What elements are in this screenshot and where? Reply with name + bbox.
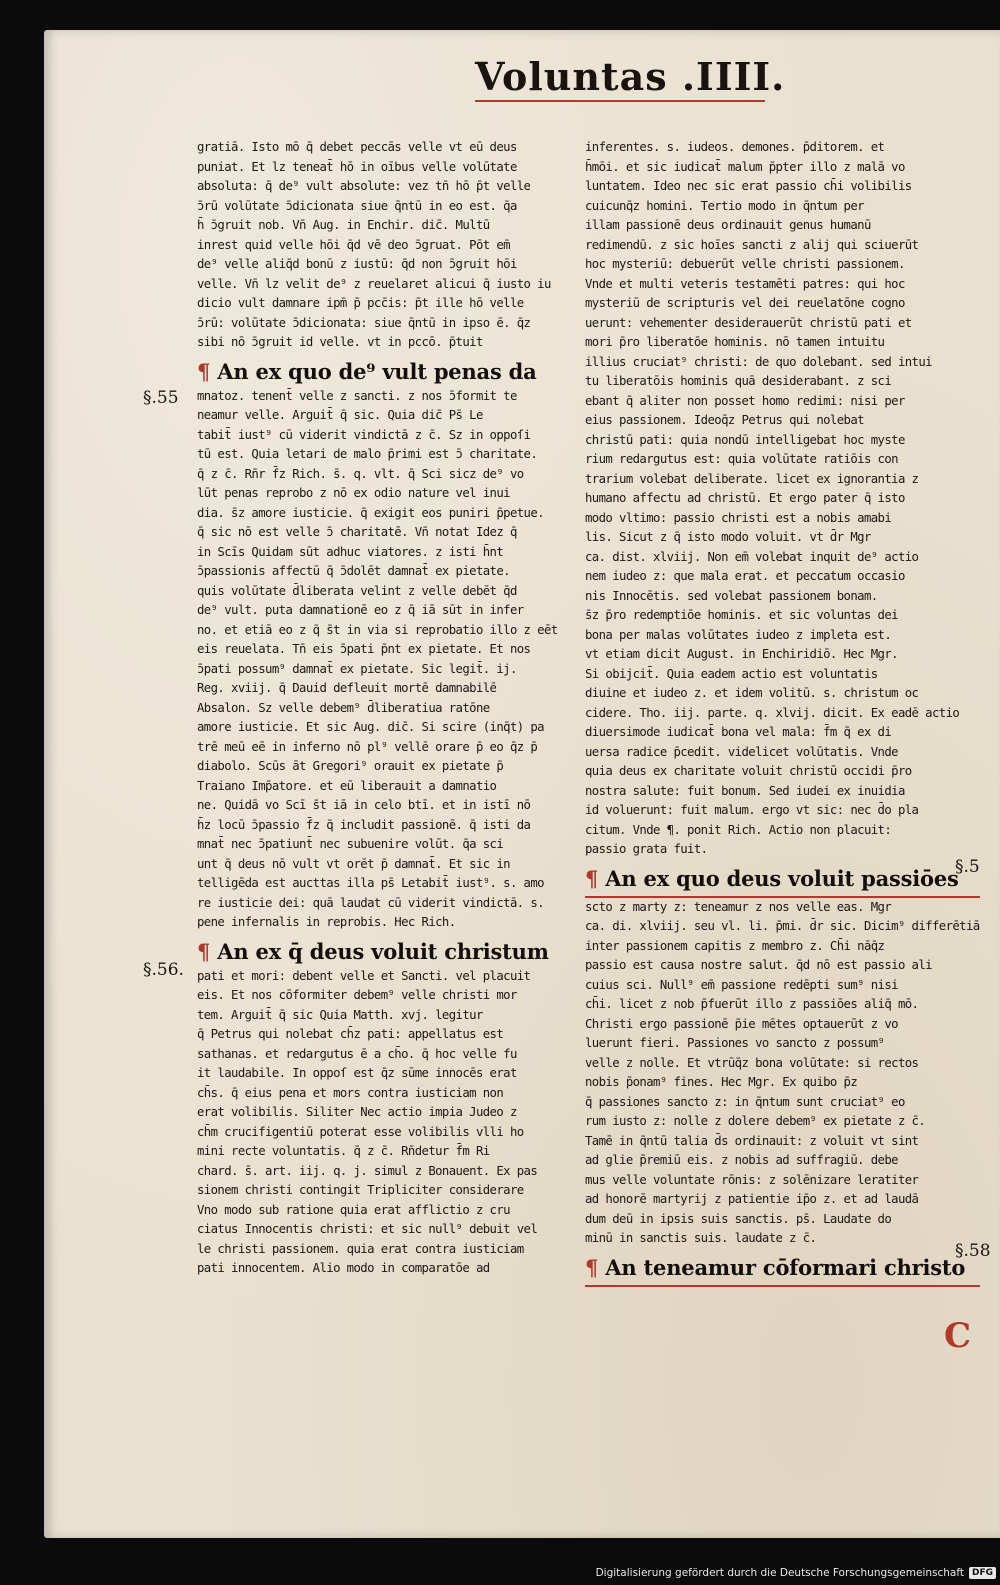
text-line: de⁹ velle aliq̄d bonū z iustū: q̄d non ɔ̄gruit hōi (197, 257, 517, 271)
heading-text: An teneamur cōformari christo (605, 1254, 966, 1280)
paragraph-mark-icon: ¶ (585, 1254, 606, 1280)
text-line: diabolo. Scūs āt Gregori⁹ orauit ex pietate p̄ (197, 759, 504, 773)
text-line: trarium volebat deliberate. licet ex ignorantia z (585, 471, 919, 486)
text-line: cuius sci. Null⁹ em̄ passione redēpti sum⁹ nisi (585, 977, 898, 992)
text-line: unt q̄ deus nō vult vt orēt p̄ damnat̄. Et sic in (197, 856, 510, 871)
text-line: tabit̄ iust⁹ cū viderit vindictā z c̄. Sz in oppoſi (197, 427, 531, 442)
text-line: neamur velle. Arguit̄ q̄ sic. Quia dic̄ Ps̄ Le (197, 408, 483, 422)
text-line: ch̄i. licet z nob p̄fuerūt illo z passiōes aliq̄ mō. (585, 997, 919, 1011)
dfg-logo: DFG (969, 1567, 996, 1579)
text-line: lis. Sicut z q̄ isto modo voluit. vt d̄r Mgr (585, 530, 871, 544)
heading-text: An ex quo de⁹ vult penas da (217, 358, 537, 384)
text-line: rium redargutus est: quia volūtate ratiōis con (585, 452, 898, 466)
text-line: uersa radice p̄cedit. videlicet volūtatis. Vnde (585, 744, 898, 759)
text-line: Si obijcit̄. Quia eadem actio est voluntatis (585, 666, 878, 681)
section-heading (585, 1253, 980, 1287)
text-line: Christi ergo passionē p̄ie mētes optauerūt z vo (585, 1016, 898, 1031)
text-line: luntatem. Ideo nec sic erat passio ch̄i volibilis (585, 179, 912, 193)
text-line: ad glie p̄remiū eis. z nobis ad suffragiū. debe (585, 1153, 898, 1167)
text-line: no. et etiā eo z q̄ s̄t in via si reprobatio illo z eēt (197, 622, 558, 637)
text-line: hoc mysteriū: debuerūt velle christi passionem. (585, 257, 905, 271)
text-line: tu liberatōis hominis quā desiderabant. z sci (585, 374, 892, 388)
text-line: eis reuelata. Tn̄ eis ɔ̄pati p̄nt ex pietate. Et nos (197, 642, 531, 656)
text-line: gratiā. Isto mō q̄ debet peccās velle vt eū deus (197, 140, 517, 154)
text-line: eis. Et nos cōformiter debem⁹ velle christi mor (197, 988, 517, 1002)
text-line: mini recte voluntatis. q̄ z c̄. Rn̄detur f̄m Ri (197, 1144, 490, 1158)
text-line: puniat. Et lz teneat̄ hō in oībus velle volūtate (197, 159, 517, 174)
text-line: luerunt fieri. Passiones vo sancto z possum⁹ (585, 1036, 885, 1050)
rubric-ornament: C (944, 1316, 972, 1356)
text-line: illam passionē deus ordinauit genus humanū (585, 218, 871, 232)
section-heading (197, 937, 558, 967)
text-line: inferentes. s. iudeos. demones. p̄ditorem. et (585, 140, 885, 154)
text-line: re iusticie dei: quā laudat cū viderit vindictā. s. (197, 895, 544, 910)
paragraph-mark-icon: ¶ (585, 865, 606, 891)
text-line: Tamē in q̄ntū talia d̄s ordinauit: z voluit vt sint (585, 1133, 919, 1148)
text-line: cidere. Tho. iij. parte. q. xlvij. dicit. Ex eadē actio (585, 705, 960, 720)
text-line: dicio vult damnare ipm̄ p̄ pcc̄is: p̄t ille hō velle (197, 296, 524, 310)
text-line: pene infernalis in reprobis. Hec Rich. (197, 915, 456, 929)
text-line: Absalon. Sz velle debem⁹ d̄liberatiua ratōne (197, 700, 490, 715)
digitization-credit (596, 1567, 996, 1579)
text-line: h̄z locū ɔ̄passio f̄z q̄ includit passionē. q̄ isti da (197, 817, 531, 832)
text-line: telligēda est aucttas illa ps̄ Letabit̄ iust⁹. s. amo (197, 876, 544, 890)
text-line: christū pati: quia nondū intelligebat hoc myste (585, 432, 905, 447)
text-line: citum. Vnde ¶. ponit Rich. Actio non placuit: (585, 822, 892, 837)
text-line: scto z marty z: teneamur z nos velle eas. Mgr (585, 899, 892, 914)
text-line: inrest quid velle hōi q̄d vē deo ɔ̄gruat. Pōt em̄ (197, 237, 510, 252)
text-line: h̄ ɔ̄gruit nob. Vn̄ Aug. in Enchir. dic̄. Multū (197, 218, 490, 232)
text-line: le christi passionem. quia erat contra iusticiam (197, 1241, 524, 1256)
text-line: quia deus ex charitate voluit christū occidi p̄ro (585, 764, 912, 778)
text-line: velle z nolle. Et vtrūq̄z bona volūtate: si rectos (585, 1055, 919, 1070)
left-column (197, 138, 558, 1279)
text-line: redimendū. z sic hoīes sancti z alij qui sciuerūt (585, 237, 919, 252)
text-line: q̄ z c̄. Rn̄r f̄z Rich. s̄. q. vlt. q̄ Sci sicz de⁹ vo (197, 466, 524, 481)
heading-text: An ex quo deus voluit passiōes (605, 865, 959, 891)
text-line: ch̄s. q̄ eius pena et mors contra iusticiam non (197, 1085, 504, 1100)
heading-text: An ex q̄ deus voluit christum (217, 938, 549, 964)
text-line: erat volibilis. Siliter Nec actio impia Judeo z (197, 1105, 517, 1119)
text-line: dum deū in ipsis suis sanctis. ps̄. Laudate do (585, 1211, 892, 1226)
text-line: ca. dist. xlviij. Non em̄ volebat inquit de⁹ actio (585, 549, 919, 564)
text-line: passio est causa nostre salut. q̄d nō est passio ali (585, 958, 932, 972)
section-number-58: §.58 (955, 1241, 991, 1261)
text-line: uerunt: vehementer desiderauerūt christū pati et (585, 315, 912, 330)
text-line: quis volūtate d̄liberata velint z velle debēt q̄d (197, 583, 517, 598)
text-line: pati et mori: debent velle et Sancti. vel placuit (197, 968, 531, 983)
section-heading (197, 357, 558, 387)
text-line: pati innocentem. Alio modo in comparatōe ad (197, 1261, 490, 1275)
text-line: nis Innocētis. sed volebat passionem bonam. (585, 588, 878, 603)
text-line: lūt penas reprobo z nō ex odio nature vel inui (197, 486, 510, 500)
text-line: cuicunq̄z homini. Tertio modo in q̄ntum per (585, 198, 864, 213)
text-line: Vnde et multi veteris testamēti patres: qui hoc (585, 276, 905, 291)
text-line: ad honorē martyrij z patientie ip̄o z. et ad laudā (585, 1192, 919, 1206)
text-line: ɔ̄pati possum⁹ damnat̄ ex pietate. Sic legit̄. ij. (197, 661, 517, 676)
text-line: id voluerunt: fuit malum. ergo vt sic: nec d̄o pla (585, 803, 919, 817)
text-line: illius cruciat⁹ christi: de quo dolebant. sed intui (585, 354, 932, 369)
text-line: it laudabile. In oppoſ est q̄z sūme innocēs erat (197, 1066, 517, 1080)
text-line: mnat̄ nec ɔ̄patiunt̄ nec subuenire volūt. q̄a sci (197, 837, 504, 851)
text-line: Reg. xviij. q̄ Dauid defleuit mortē damnabilē (197, 681, 497, 695)
text-line: nem iudeo z: que mala erat. et peccatum occasio (585, 569, 905, 583)
text-line: q̄ passiones sancto z: in q̄ntum sunt cruciat⁹ eo (585, 1094, 905, 1109)
text-line: ebant q̄ aliter non posset homo redimi: nisi per (585, 393, 905, 408)
text-line: ne. Quidā vo Scī s̄t iā in celo btī. et in istī nō (197, 798, 531, 812)
right-column (585, 138, 980, 1287)
text-line: bona per malas volūtates iudeo z impleta est. (585, 627, 892, 642)
text-line: Vno modo sub ratione quia erat afflictio z cru (197, 1202, 510, 1217)
text-line: velle. Vn̄ lz velit de⁹ z reuelaret alicui q̄ iusto iu (197, 276, 551, 291)
text-line: tū est. Quia letari de malo p̄rimi est ɔ̄ charitate. (197, 447, 538, 461)
text-line: amore iusticie. Et sic Aug. dic̄. Si scire (inq̄t) pa (197, 720, 544, 734)
text-line: in Scīs Quidam sūt adhuc viatores. z isti h̄nt (197, 544, 504, 559)
text-line: ɔ̄rū volūtate ɔ̄dicionata siue q̄ntū in eo est. q̄a (197, 198, 517, 213)
text-line: nostra salute: fuit bonum. Sed iudei ex inuidia (585, 783, 905, 798)
text-line: rum iusto z: nolle z dolere debem⁹ ex pietate z c̄. (585, 1114, 926, 1128)
text-line: sibi nō ɔ̄gruit id velle. vt in pccō. p̄tuit (197, 335, 483, 349)
text-line: diuine et iudeo z. et idem volitū. s. christum oc (585, 686, 919, 700)
text-line: mysteriū de scripturis vel dei reuelatōne cogno (585, 296, 905, 310)
text-line: q̄ sic nō est velle ɔ̄ charitatē. Vn̄ notat Idez q̄ (197, 525, 517, 539)
section-number-55: §.55 (143, 388, 179, 408)
text-line: sathanas. et redargutus ē a ch̄o. q̄ hoc velle fu (197, 1046, 517, 1061)
text-line: ciatus Innocentis christi: et sic null⁹ debuit vel (197, 1222, 538, 1236)
section-heading (585, 864, 980, 898)
text-line: inter passionem capitis z membro z. Ch̄i nāq̄z (585, 938, 885, 953)
text-line: nobis p̄onam⁹ fines. Hec Mgr. Ex quibo p̄z (585, 1075, 858, 1089)
running-header: Voluntas .IIII. (475, 54, 786, 99)
text-line: mus velle voluntate rōnis: z solēnizare leratiter (585, 1172, 919, 1187)
text-line: sionem christi contingit Tripliciter considerare (197, 1183, 524, 1197)
text-line: s̄z p̄ro redemptiōe hominis. et sic voluntas dei (585, 608, 898, 622)
section-number-56: §.56. (143, 960, 184, 980)
text-line: ch̄m crucifigentiū poterat esse volibilis vlli ho (197, 1124, 524, 1139)
text-line: trē meū eē in inferno nō pl⁹ vellē orare p̄ eo q̄z p̄ (197, 739, 538, 754)
text-line: mnatoz. tenent̄ velle z sancti. z nos ɔ̄formit te (197, 388, 517, 403)
text-line: dia. s̄z amore iusticie. q̄ exigit eos puniri p̄petue. (197, 505, 544, 520)
text-line: tem. Arguit̄ q̄ sic Quia Matth. xvj. legitur (197, 1007, 483, 1022)
section-number-57: §.5 (955, 857, 980, 877)
text-line: eius passionem. Ideoq̄z Petrus qui nolebat (585, 413, 864, 427)
text-line: chard. s̄. art. iij. q. j. simul z Bonauent. Ex pas (197, 1163, 538, 1178)
text-line: passio grata fuit. (585, 842, 708, 856)
paragraph-mark-icon: ¶ (197, 938, 218, 964)
text-line: modo vltimo: passio christi est a nobis amabi (585, 510, 892, 525)
text-line: de⁹ vult. puta damnationē eo z q̄ iā sūt in infer (197, 603, 524, 617)
text-line: mori p̄ro liberatōe hominis. nō tamen intuitu (585, 335, 885, 349)
text-line: Traiano Imp̄atore. et eū liberauit a damnatio (197, 778, 497, 793)
credit-text: Digitalisierung gefördert durch die Deutsche Forschungsgemeinschaft (595, 1567, 964, 1579)
text-line: diuersimode iudicat̄ bona vel mala: f̄m q̄ ex di (585, 725, 892, 739)
text-line: humano affectu ad christū. Et ergo pater q̄ isto (585, 491, 905, 505)
header-rule (475, 100, 765, 102)
paragraph-mark-icon: ¶ (197, 358, 218, 384)
text-line: q̄ Petrus qui nolebat ch̄z pati: appellatus est (197, 1027, 504, 1041)
text-line: minū in sanctis suis. laudate z c̄. (585, 1231, 817, 1245)
text-line: ɔ̄passionis affectū q̄ ɔ̄dolēt damnat̄ ex pietate. (197, 564, 510, 578)
text-line: ca. di. xlviij. seu vl. li. p̄mi. d̄r sic. Dicim⁹ differētiā (585, 919, 980, 933)
text-line: vt etiam dicit August. in Enchiridiō. Hec Mgr. (585, 647, 898, 661)
text-line: absoluta: q̄ de⁹ vult absolute: vez tn̄ hō p̄t velle (197, 179, 531, 193)
text-line: h̄mōi. et sic iudicat̄ malum p̄pter illo z malā vo (585, 159, 905, 174)
text-line: ɔ̄rū: volūtate ɔ̄dicionata: siue q̄ntū in ipso ē. q̄z (197, 315, 531, 330)
